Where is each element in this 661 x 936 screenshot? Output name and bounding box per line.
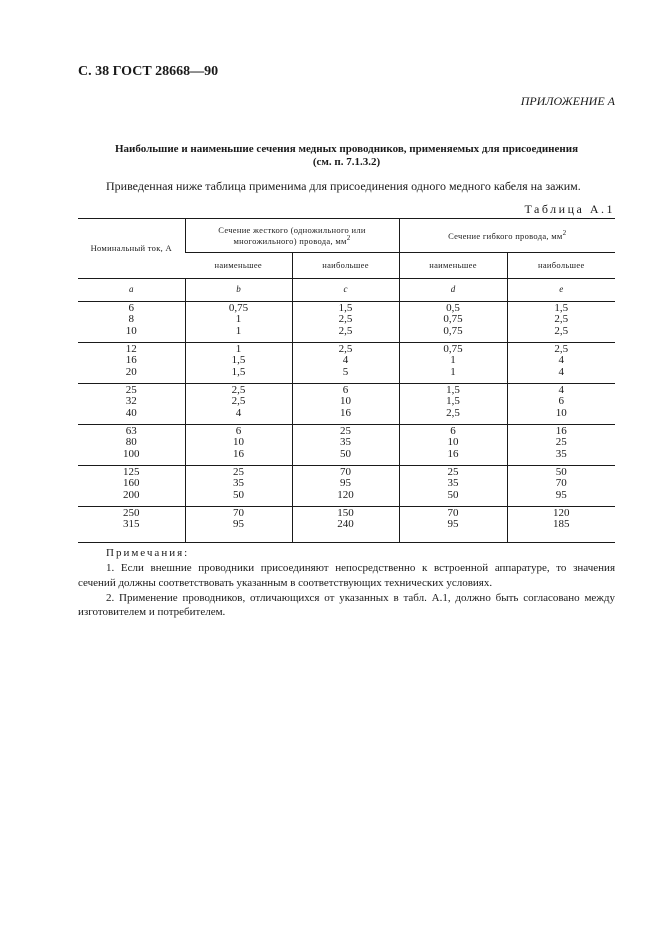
cell-value: 50 [447,488,459,501]
cell-value: 0,75 [443,324,463,337]
cell-value: 70 [555,477,567,490]
cell-value: 2,5 [338,324,353,337]
cell-value: 1,5 [446,384,460,396]
cell-value: 25 [125,384,137,396]
cell-d [399,343,507,384]
title-line-2: (см. п. 7.1.3.2) [312,155,381,168]
conductor-table [78,219,615,543]
cell-e [507,507,615,543]
cell-value: 95 [233,518,244,531]
cell-value: 2,5 [446,406,460,419]
cell-value: 1 [450,354,456,367]
cell-d [399,466,507,507]
cell-value: 10 [555,406,567,419]
cell-d [399,507,507,543]
table-label: Таблица А.1 [524,202,615,216]
cell-value: 1 [235,313,242,326]
cell-d [399,302,507,343]
cell-value: 0,5 [446,302,460,314]
cell-value: 315 [123,518,140,531]
cell-value: 120 [553,507,570,519]
cell-value: 6 [342,384,349,396]
table-row [78,343,615,384]
cell-value: 1,5 [231,354,246,367]
cell-a [78,507,185,543]
appendix-label: ПРИЛОЖЕНИЕ А [520,94,615,108]
header-flexible-min: наименьшее [399,253,507,279]
cell-value: 63 [125,425,137,437]
cell-value: 0,75 [228,302,249,314]
table-row [78,466,615,507]
cell-value: 95 [447,518,459,531]
cell-e [507,343,615,384]
cell-value: 2,5 [554,324,569,337]
cell-value: 0,75 [443,313,463,326]
cell-value: 95 [555,488,567,501]
cell-value: 100 [123,447,140,460]
cell-value: 70 [447,507,459,519]
cell-b [185,384,292,425]
cell-value: 70 [233,507,244,519]
cell-value: 2,5 [231,384,246,396]
cell-e [507,425,615,466]
cell-value: 25 [555,436,567,449]
letter-d: d [399,279,507,302]
cell-value: 70 [340,466,351,478]
cell-value: 35 [340,436,351,449]
cell-value: 2,5 [554,313,569,326]
cell-value: 10 [340,395,351,408]
table-row [78,302,615,343]
cell-value: 4 [558,365,565,378]
cell-value: 240 [337,518,354,531]
note-1: 1. Если внешние проводники присоединяют непосредственно к встроенной аппаратуре, то значения сечений должны соответствовать указанным в соответствующих технических условиях. [78,561,615,589]
cell-value: 4 [558,384,565,396]
cell-value: 4 [558,354,565,367]
cell-value: 2,5 [338,313,353,326]
cell-value: 125 [123,466,140,478]
cell-value: 5 [342,365,349,378]
cell-value: 16 [555,425,567,437]
cell-d [399,425,507,466]
cell-a [78,302,185,343]
cell-c [292,425,399,466]
cell-c [292,302,399,343]
cell-value: 1 [235,343,242,355]
cell-value: 25 [233,466,244,478]
cell-value: 16 [447,447,459,460]
cell-value: 32 [125,395,137,408]
cell-b [185,507,292,543]
cell-value: 6 [558,395,565,408]
cell-c [292,343,399,384]
cell-value: 50 [555,466,567,478]
cell-value: 35 [233,477,244,490]
cell-b [185,466,292,507]
header-rigid: Сечение жесткого (одножильного или многожильного) провода, $мм^2$ [185,219,399,253]
cell-value: 4 [342,354,349,367]
cell-value: 95 [340,477,351,490]
cell-c [292,384,399,425]
cell-value: 10 [233,436,244,449]
intro-text: Приведенная ниже таблица применима для присоединения одного медного кабеля на зажим. [106,179,581,193]
cell-value: 25 [447,466,459,478]
cell-value: 8 [128,313,134,326]
cell-value: 2,5 [231,395,246,408]
cell-value: 185 [553,518,570,531]
cell-e [507,302,615,343]
cell-c [292,507,399,543]
cell-e [507,384,615,425]
cell-value: 1,5 [231,365,246,378]
cell-value: 1,5 [554,302,569,314]
cell-value: 6 [128,302,134,314]
header-flexible: Сечение гибкого провода, $мм^2$ [399,219,615,253]
cell-value: 6 [450,425,456,437]
cell-a [78,384,185,425]
cell-a [78,466,185,507]
letter-e: e [507,279,615,302]
cell-value: 2,5 [554,343,569,355]
table-row [78,384,615,425]
cell-b [185,302,292,343]
cell-value: 80 [125,436,137,449]
header-rigid-min: наименьшее [185,253,292,279]
cell-value: 1 [235,324,242,337]
cell-b [185,425,292,466]
cell-value: 120 [337,488,354,501]
cell-value: 200 [123,488,140,501]
header-flexible-max: наибольшее [507,253,615,279]
page-header: С. 38 ГОСТ 28668—90 [78,64,219,79]
header-current: Номинальный ток, А [78,219,185,279]
cell-value: 50 [233,488,244,501]
letter-a: а [78,279,185,302]
cell-value: 10 [125,324,137,337]
cell-value: 12 [125,343,137,355]
cell-value: 35 [555,447,567,460]
cell-d [399,384,507,425]
cell-value: 35 [447,477,459,490]
notes-heading: Примечания: [106,547,190,559]
cell-value: 25 [340,425,351,437]
cell-value: 16 [340,406,351,419]
title-line-1: Наибольшие и наименьшие сечения медных проводников, применяемых для присоединения [114,143,579,155]
cell-b [185,343,292,384]
cell-c [292,466,399,507]
cell-a [78,343,185,384]
cell-value: 0,75 [443,343,463,355]
cell-value: 4 [235,406,242,419]
cell-value: 16 [233,447,244,460]
cell-value: 1,5 [338,302,353,314]
notes [78,546,615,620]
letter-c: c [292,279,399,302]
cell-a [78,425,185,466]
table-row [78,425,615,466]
cell-value: 150 [337,507,354,519]
cell-value: 20 [125,365,137,378]
note-2: 2. Применение проводников, отличающихся от указанных в табл. А.1, должно быть согласовано между изготовителем и потребителем. [78,591,615,619]
header-rigid-max: наибольшее [292,253,399,279]
cell-e [507,466,615,507]
cell-value: 6 [235,425,242,437]
cell-value: 2,5 [338,343,353,355]
cell-value: 1 [450,365,456,378]
cell-value: 10 [447,436,459,449]
cell-value: 40 [125,406,137,419]
cell-value: 250 [123,507,140,519]
document-title [100,143,593,168]
cell-value: 160 [123,477,140,490]
cell-value: 50 [340,447,351,460]
cell-value: 16 [125,354,137,367]
table-row [78,507,615,543]
cell-value: 1,5 [446,395,460,408]
letter-b: b [185,279,292,302]
